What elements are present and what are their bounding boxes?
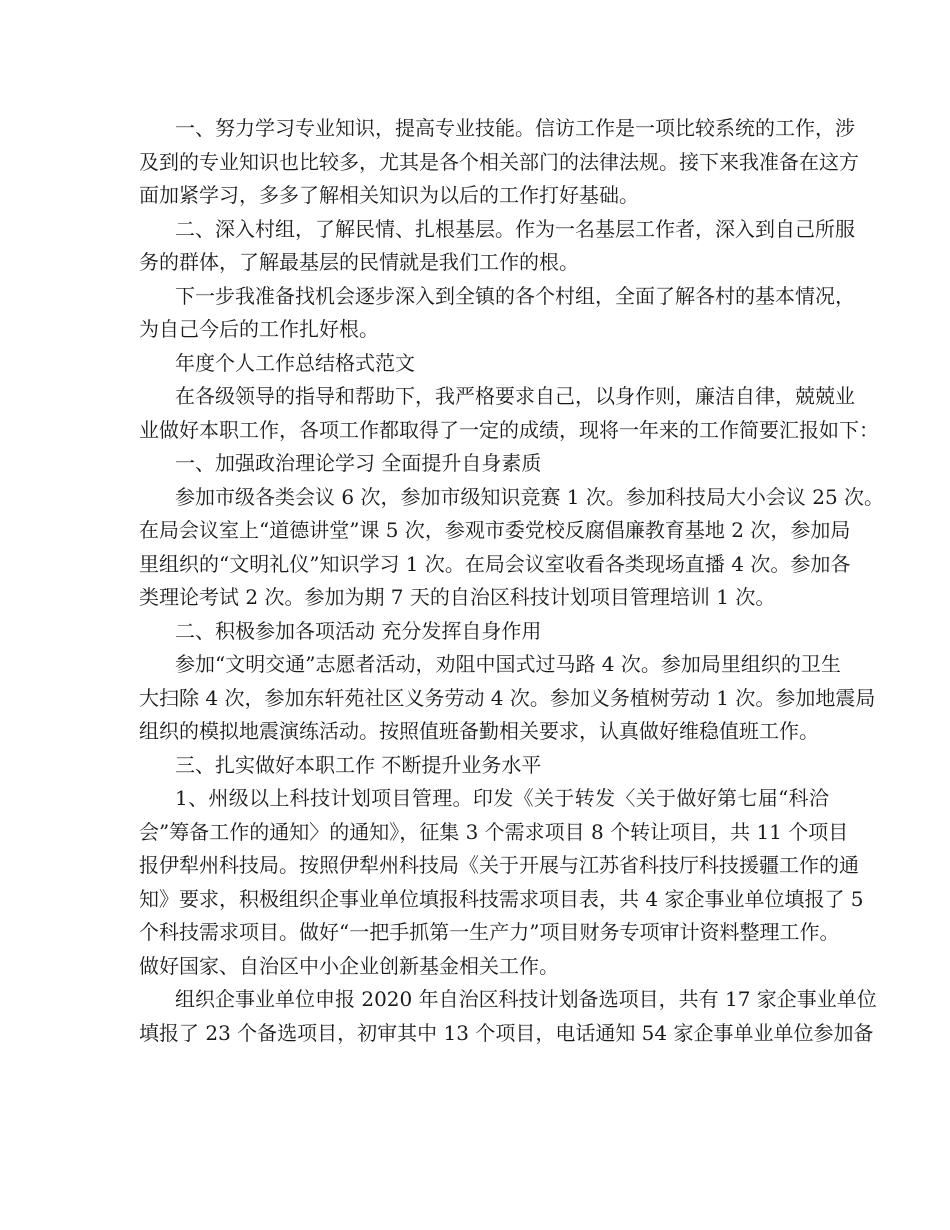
document-body	[139, 112, 885, 1050]
text-line: 个科技需求项目。做好“一把手抓第一生产力”项目财务专项审计资料整理工作。	[139, 920, 840, 944]
text-line: 填报了 23 个备选项目，初审其中 13 个项目，电话通知 54 家企事单业单位参加备	[139, 1020, 874, 1045]
text-line: 二、积极参加各项活动 充分发挥自身作用	[175, 618, 542, 643]
text-line: 知》要求，积极组织企事业单位填报科技需求项目表，共 4 家企事业单位填报了 5	[139, 886, 864, 911]
text-line: 报伊犁州科技局。按照伊犁州科技局《关于开展与江苏省科技厅科技援疆工作的通	[139, 853, 859, 877]
text-line: 1、州级以上科技计划项目管理。印发《关于转发〈关于做好第七届“科洽	[175, 786, 829, 810]
text-line: 年度个人工作总结格式范文	[175, 350, 415, 375]
text-line: 二、深入村组，了解民情、扎根基层。作为一名基层工作者，深入到自己所服	[175, 216, 855, 241]
text-line: 参加“文明交通”志愿者活动，劝阻中国式过马路 4 次。参加局里组织的卫生	[175, 652, 841, 676]
text-line: 在各级领导的指导和帮助下，我严格要求自己，以身作则，廉洁自律，兢兢业	[175, 384, 855, 408]
text-line: 做好国家、自治区中小企业创新基金相关工作。	[139, 953, 559, 978]
text-line: 三、扎实做好本职工作 不断提升业务水平	[175, 752, 542, 777]
text-line: 及到的专业知识也比较多，尤其是各个相关部门的法律法规。接下来我准备在这方	[139, 149, 859, 174]
text-line: 一、加强政治理论学习 全面提升自身素质	[175, 451, 542, 475]
text-line: 组织的模拟地震演练活动。按照值班备勤相关要求，认真做好维稳值班工作。	[139, 719, 819, 743]
text-line: 一、努力学习专业知识，提高专业技能。信访工作是一项比较系统的工作，涉	[175, 116, 855, 140]
text-line: 下一步我准备找机会逐步深入到全镇的各个村组，全面了解各村的基本情况，	[175, 283, 855, 308]
text-line: 为自己今后的工作扎好根。	[139, 317, 379, 341]
text-line: 业做好本职工作，各项工作都取得了一定的成绩，现将一年来的工作简要汇报如下：	[139, 417, 879, 442]
text-line: 在局会议室上“道德讲堂”课 5 次，参观市委党校反腐倡廉教育基地 2 次，参加局	[139, 518, 851, 542]
text-line: 会”筹备工作的通知〉的通知》，征集 3 个需求项目 8 个转让项目，共 11 个项目	[139, 819, 849, 844]
text-line: 组织企事业单位申报 2020 年自治区科技计划备选项目，共有 17 家企事业单位	[175, 987, 877, 1011]
text-line: 面加紧学习，多多了解相关知识为以后的工作打好基础。	[139, 183, 639, 207]
text-line: 类理论考试 2 次。参加为期 7 天的自治区科技计划项目管理培训 1 次。	[139, 585, 776, 609]
text-line: 大扫除 4 次，参加东轩苑社区义务劳动 4 次。参加义务植树劳动 1 次。参加地震局	[139, 685, 876, 710]
text-line: 参加市级各类会议 6 次，参加市级知识竞赛 1 次。参加科技局大小会议 25 次。	[175, 484, 885, 509]
text-line: 务的群体，了解最基层的民情就是我们工作的根。	[139, 250, 579, 274]
text-line: 里组织的“文明礼仪”知识学习 1 次。在局会议室收看各类现场直播 4 次。参加各	[139, 551, 851, 576]
